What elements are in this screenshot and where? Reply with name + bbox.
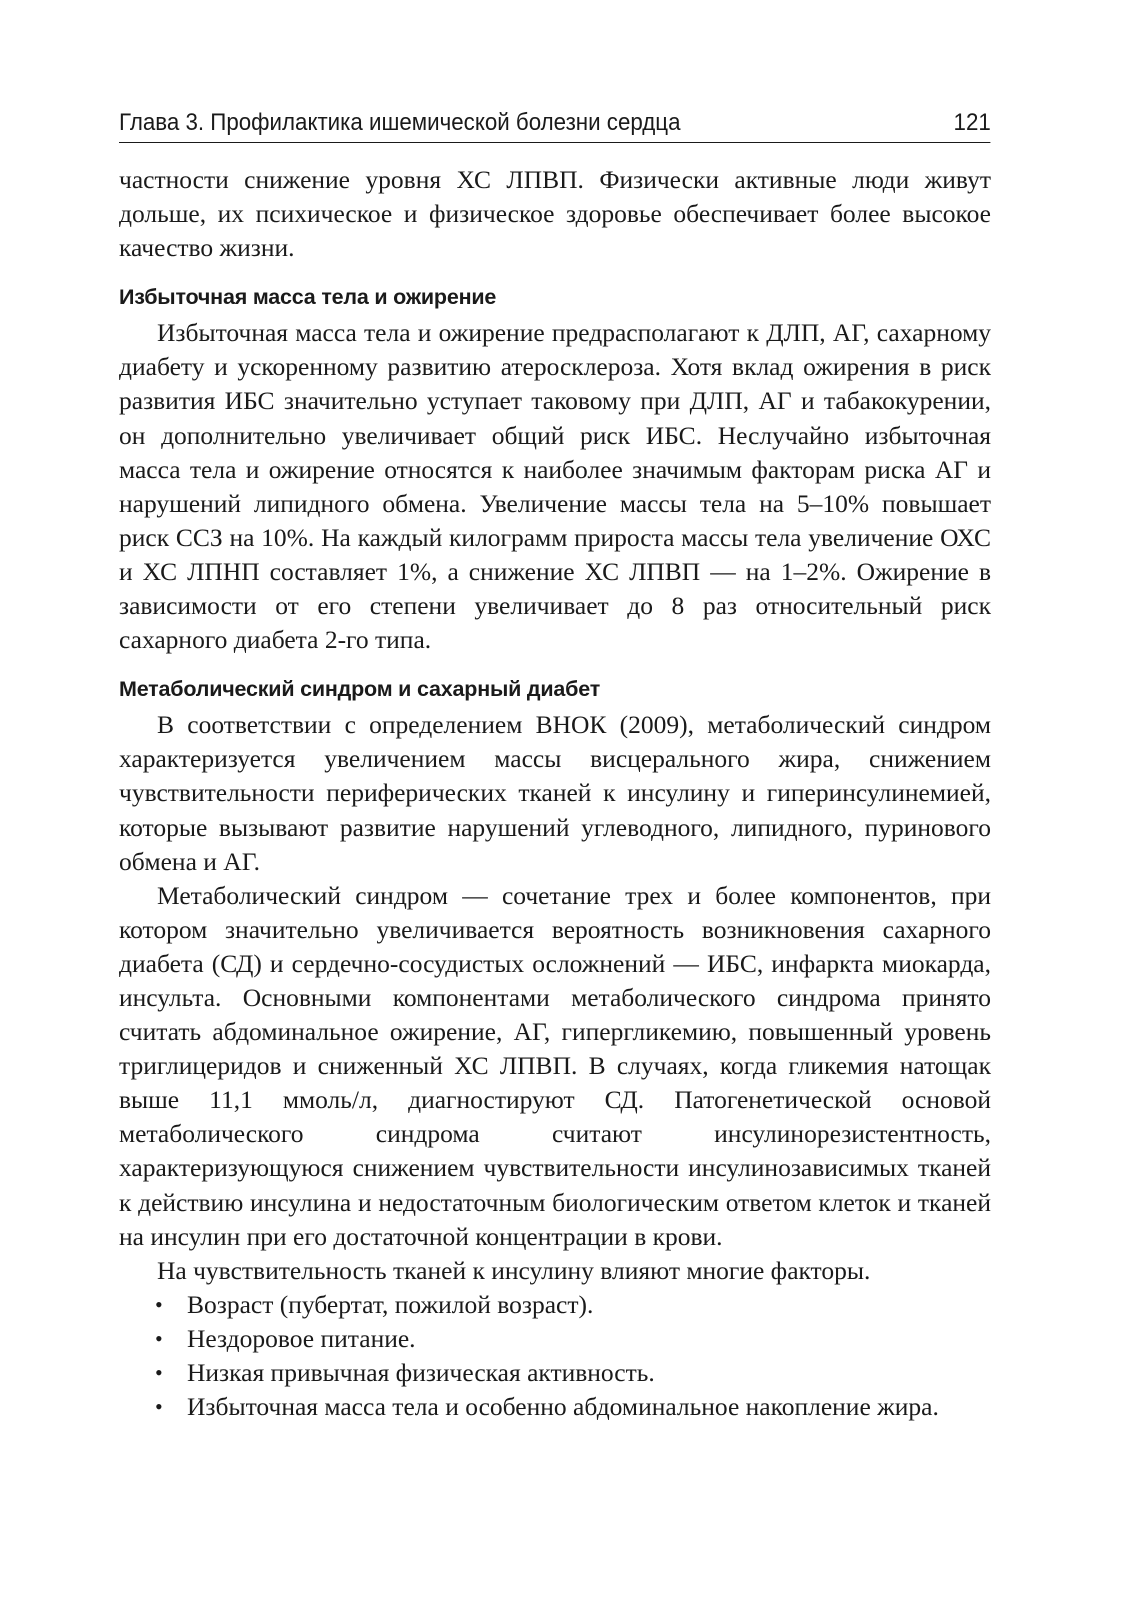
page-number: 121 <box>953 109 991 136</box>
bullet-icon: • <box>155 1291 163 1317</box>
section-heading-obesity: Избыточная масса тела и ожирение <box>119 285 497 310</box>
body-text <box>119 163 991 1424</box>
metabolic-paragraph-1: В соответствии с определением ВНОК (2009), метаболический синдром характеризуется увеличением массы висцерального жира, снижением чувствительности периферических тканей к инсулину и гиперинсулинемией, которые вызывают развитие нарушений углеводного, липидного, пуринового обмена и АГ. <box>119 710 991 876</box>
factor-list <box>119 1288 991 1424</box>
list-item-text: Низкая привычная физическая активность. <box>187 1358 655 1387</box>
section-heading-metabolic: Метаболический синдром и сахарный диабет <box>119 677 601 702</box>
list-item-text: Избыточная масса тела и особенно абдоминальное накопление жира. <box>187 1392 939 1422</box>
chapter-title: Глава 3. Профилактика ишемической болезни сердца <box>119 109 681 136</box>
book-page <box>119 108 991 1424</box>
bullet-icon: • <box>155 1325 163 1351</box>
metabolic-paragraph-2: Метаболический синдром — сочетание трех и более компонентов, при котором значительно увеличивается вероятность возникновения сахарного диабета (СД) и сердечно-сосудистых осложнений — ИБС, инфаркта миокарда, инсульта. Основными компонентами метаболического синдрома принято считать абдоминальное ожирение, АГ, гипергликемию, повышенный уровень триглицеридов и сниженный ХС ЛПВП. В случаях, когда гликемия натощак выше 11,1 ммоль/л, диагностируют СД. Патогенетической основой метаболического синдрома считают инсулинорезистентность, характеризующуюся снижением чувствительности инсулинозависимых тканей к действию инсулина и недостаточным биологическим ответом клеток и тканей на инсулин при его достаточной концентрации в крови. <box>119 880 991 1251</box>
bullet-icon: • <box>155 1360 163 1385</box>
metabolic-paragraph-3: На чувствительность тканей к инсулину влияют многие факторы. <box>157 1255 871 1285</box>
list-item <box>119 1322 991 1356</box>
list-item <box>119 1390 991 1424</box>
bullet-icon: • <box>155 1394 163 1420</box>
running-header <box>119 108 991 143</box>
list-item <box>119 1288 991 1322</box>
obesity-paragraph: Избыточная масса тела и ожирение предрасполагают к ДЛП, АГ, сахарному диабету и ускоренному развитию атеросклероза. Хотя вклад ожирения в риск развития ИБС значительно уступает таковому при ДЛП, АГ и табакокурении, он дополнительно увеличивает общий риск ИБС. Неслучайно избыточная масса тела и ожирение относятся к наиболее значимым факторам риска АГ и нарушений липидного обмена. Увеличение массы тела на 5–10% повышает риск ССЗ на 10%. На каждый килограмм прироста массы тела увеличение ОХС и ХС ЛПНП составляет 1%, а снижение ХС ЛПВП — на 1–2%. Ожирение в зависимости от его степени увеличивает до 8 раз относительный риск сахарного диабета 2-го типа. <box>119 318 991 655</box>
intro-paragraph: частности снижение уровня ХС ЛПВП. Физически активные люди живут дольше, их психическое и физическое здоровье обеспечивает более высокое качество жизни. <box>119 165 991 263</box>
list-item <box>119 1356 991 1390</box>
list-item-text: Возраст (пубертат, пожилой возраст). <box>187 1289 594 1319</box>
list-item-text: Нездоровое питание. <box>187 1323 416 1353</box>
